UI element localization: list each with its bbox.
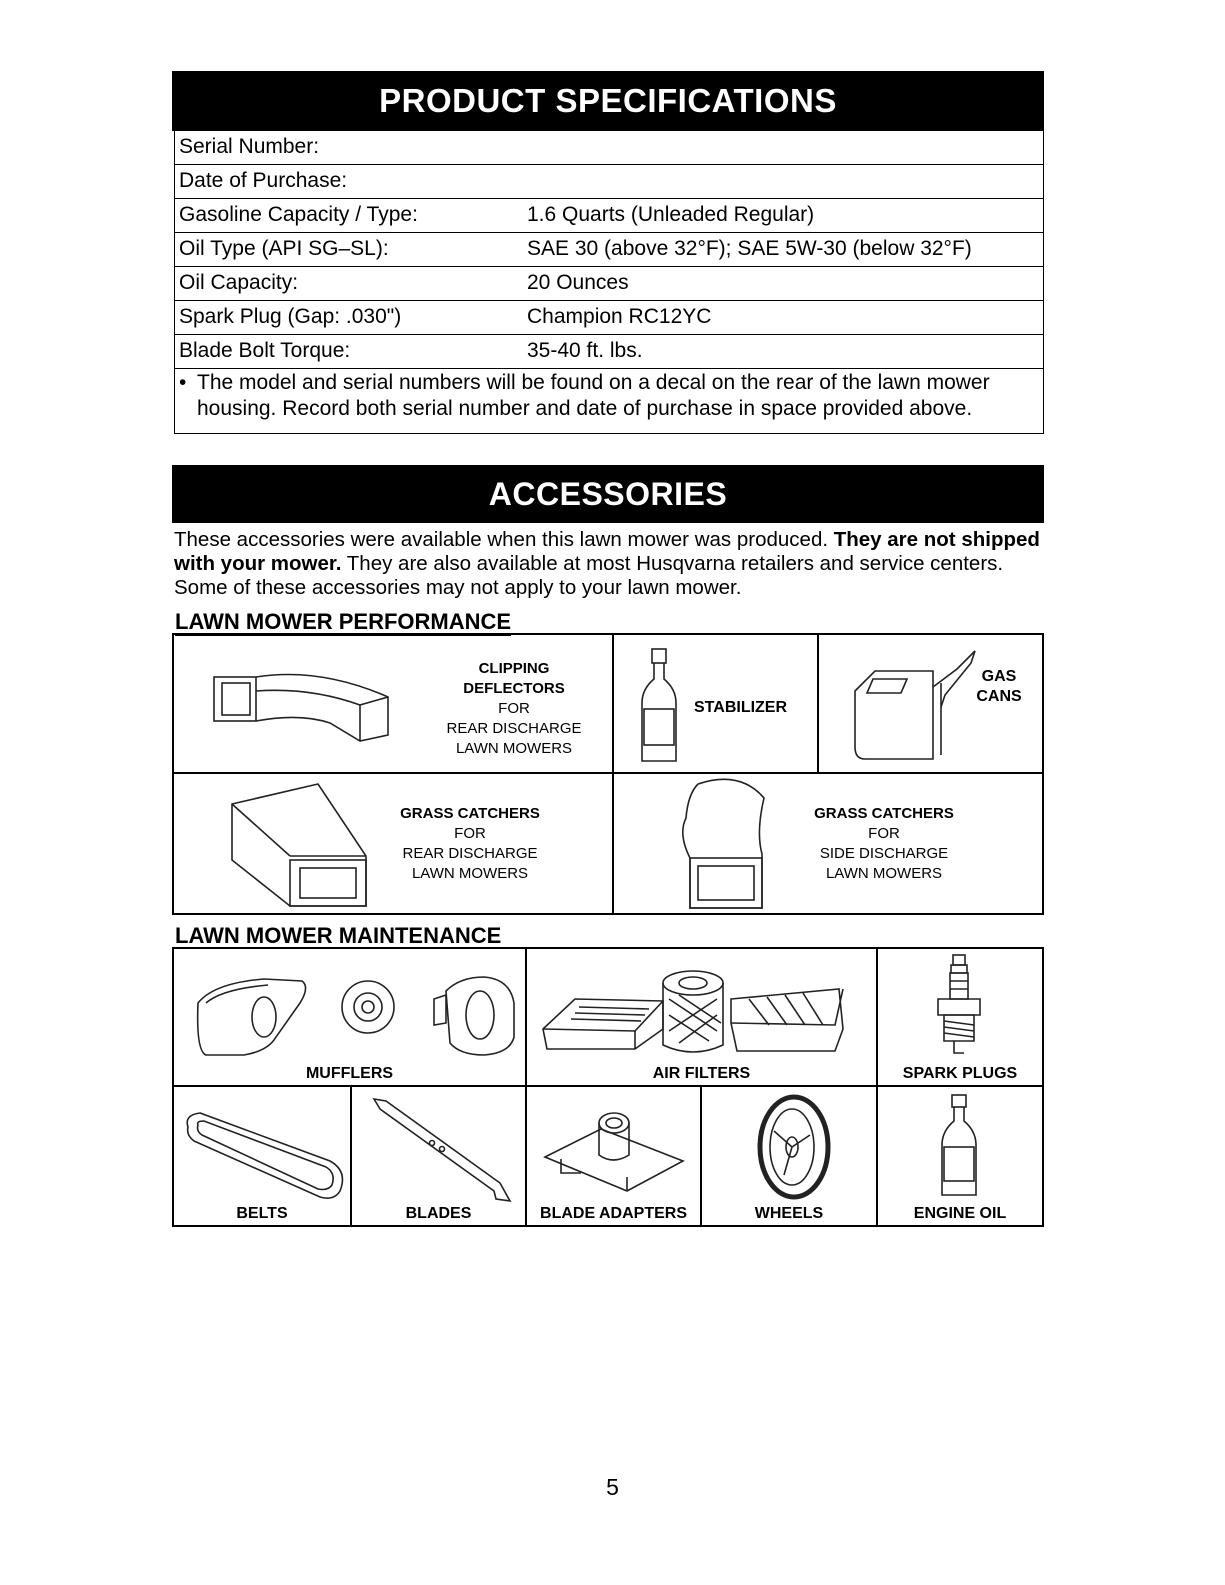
- rear-grass-catcher-icon: [226, 778, 376, 908]
- side-grass-catcher-icon: [670, 774, 780, 908]
- spec-label: Serial Number:: [179, 135, 320, 158]
- accessories-header: [172, 465, 1044, 523]
- note-bullet: •: [179, 371, 187, 394]
- muffler-icon: [184, 963, 520, 1063]
- spec-label: Blade Bolt Torque:: [179, 339, 351, 362]
- rear-catcher-label-1: GRASS CATCHERS: [400, 805, 540, 822]
- mufflers-cell: [174, 949, 525, 1085]
- gas-label-2: CANS: [976, 688, 1022, 705]
- maintenance-grid: [172, 947, 1044, 1227]
- belts-cell: [174, 1087, 350, 1225]
- air-filter-icon: [539, 959, 863, 1063]
- air-filters-label: AIR FILTERS: [652, 1065, 751, 1082]
- gas-label-1: GAS: [981, 668, 1017, 685]
- clipping-label-5: LAWN MOWERS: [455, 740, 573, 757]
- blades-label: BLADES: [405, 1205, 472, 1222]
- accessories-intro: [174, 528, 1044, 600]
- side-catcher-label-3: SIDE DISCHARGE: [819, 845, 949, 862]
- blade-adapters-cell: [527, 1087, 700, 1225]
- rear-catcher-label-3: REAR DISCHARGE: [402, 845, 538, 862]
- spec-row-gasoline: [175, 198, 1043, 233]
- spec-label: Date of Purchase:: [179, 169, 348, 192]
- product-specifications-header: [172, 71, 1044, 131]
- spec-row-date: [175, 164, 1043, 199]
- spec-value: 20 Ounces: [527, 271, 629, 294]
- intro-text-2: They are also available at most Husqvarna retailers and service centers. Some of these accessories may not apply to your lawn mower.: [174, 552, 1004, 599]
- side-catcher-label-1: GRASS CATCHERS: [814, 805, 954, 822]
- performance-title-text: LAWN MOWER PERFORMANCE: [175, 609, 512, 634]
- maintenance-title-text: LAWN MOWER MAINTENANCE: [175, 923, 502, 948]
- spec-label: Oil Type (API SG–SL):: [179, 237, 389, 260]
- spec-value: Champion RC12YC: [527, 305, 712, 328]
- stabilizer-cell: [614, 635, 817, 772]
- engine-oil-cell: [878, 1087, 1042, 1225]
- accessories-title: ACCESSORIES: [488, 476, 728, 512]
- gas-cans-label: [969, 667, 1029, 707]
- belts-label: BELTS: [236, 1205, 288, 1222]
- side-grass-catchers-cell: [614, 774, 1042, 913]
- spec-label: Oil Capacity:: [179, 271, 299, 294]
- spark-plugs-cell: [878, 949, 1042, 1085]
- product-specifications-title: PRODUCT SPECIFICATIONS: [379, 82, 837, 119]
- spec-row-oil-type: [175, 232, 1043, 267]
- blade-adapters-label: BLADE ADAPTERS: [540, 1205, 687, 1222]
- clipping-label-4: REAR DISCHARGE: [446, 720, 582, 737]
- clipping-label-2: DEFLECTORS: [463, 680, 565, 697]
- mufflers-label: MUFFLERS: [305, 1065, 394, 1082]
- clipping-deflectors-cell: [174, 635, 612, 772]
- blade-icon: [372, 1097, 512, 1201]
- wheels-cell: [702, 1087, 876, 1225]
- note-text: The model and serial numbers will be found on a decal on the rear of the lawn mower housing. Record both serial number and date of purchase in space provided above.: [197, 371, 990, 420]
- engine-oil-bottle-icon: [936, 1091, 982, 1199]
- specifications-table: [174, 130, 1044, 434]
- blade-adapter-icon: [541, 1101, 687, 1191]
- air-filters-cell: [527, 949, 876, 1085]
- spec-label: Spark Plug (Gap: .030"): [179, 305, 402, 328]
- intro-bold-text: They are not shipped with your mower.: [174, 528, 1040, 575]
- stabilizer-label: STABILIZER: [694, 699, 788, 716]
- side-catcher-label-4: LAWN MOWERS: [825, 865, 943, 882]
- specifications-note: [179, 370, 1041, 422]
- stabilizer-bottle-icon: [636, 645, 682, 765]
- engine-oil-label: ENGINE OIL: [913, 1205, 1007, 1222]
- clipping-deflector-icon: [210, 661, 390, 741]
- wheels-label: WHEELS: [754, 1205, 824, 1222]
- spec-label: Gasoline Capacity / Type:: [179, 203, 418, 226]
- spec-value: SAE 30 (above 32°F); SAE 5W-30 (below 32°F): [527, 237, 972, 260]
- belt-icon: [180, 1101, 346, 1201]
- intro-text: These accessories were available when this lawn mower was produced.: [174, 528, 834, 551]
- spec-row-blade-torque: [175, 334, 1043, 369]
- gas-cans-cell: [819, 635, 1042, 772]
- rear-grass-catchers-cell: [174, 774, 612, 913]
- spec-row-serial: [175, 130, 1043, 165]
- spec-value: 1.6 Quarts (Unleaded Regular): [527, 203, 815, 226]
- spark-plug-icon: [934, 953, 984, 1061]
- spec-row-oil-capacity: [175, 266, 1043, 301]
- side-catcher-label-2: FOR: [868, 825, 900, 842]
- gas-can-icon: [845, 651, 975, 761]
- clipping-label-3: FOR: [498, 700, 530, 717]
- blades-cell: [352, 1087, 525, 1225]
- rear-catcher-label-2: FOR: [454, 825, 486, 842]
- clipping-label-1: CLIPPING: [478, 660, 550, 677]
- spark-plugs-label: SPARK PLUGS: [902, 1065, 1018, 1082]
- rear-catcher-label-4: LAWN MOWERS: [411, 865, 529, 882]
- performance-grid: [172, 633, 1044, 915]
- page-number: 5: [606, 1474, 619, 1500]
- maintenance-section-title: [175, 923, 501, 949]
- spec-value: 35-40 ft. lbs.: [527, 339, 643, 362]
- wheel-icon: [754, 1091, 834, 1201]
- spec-row-spark-plug: [175, 300, 1043, 335]
- performance-section-title: [175, 609, 511, 635]
